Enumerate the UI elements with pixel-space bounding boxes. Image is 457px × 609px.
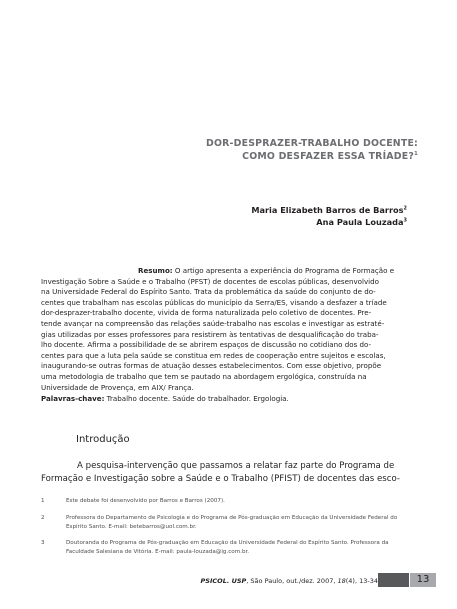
footnote-line: Espírito Santo. E-mail: betebarros@uol.com.br. <box>66 523 197 530</box>
keywords-text: Trabalho docente. Saúde do trabalhador. Ergologia. <box>104 394 289 403</box>
footnote-text <box>66 539 421 556</box>
article-title-line2 <box>242 151 418 162</box>
author-2-mark: 3 <box>403 217 407 224</box>
journal-name: PSICOL. USP <box>200 577 247 585</box>
abstract-line: dor-desprazer-trabalho docente, vivida de forma naturalizada pelo coletivo de docentes. Pre- <box>41 308 372 318</box>
footnote-number: 1 <box>41 498 45 504</box>
footnote-number: 3 <box>41 540 45 546</box>
abstract-line: centes que trabalham nas escolas públicas do município da Serra/ES, visando a desfazer a tríade <box>41 297 387 307</box>
journal-citation <box>201 577 378 585</box>
footnote-line: Este debate foi desenvolvido por Barros e Barros (2007). <box>66 498 225 504</box>
section-heading: Introdução <box>76 434 130 445</box>
title-line2-text: COMO DESFAZER ESSA TRÍADE? <box>242 151 414 163</box>
abstract-line: Universidade de Provença, em AIX/ França. <box>41 382 194 392</box>
citation-volume: 18 <box>337 577 346 585</box>
footer-bar <box>378 573 409 587</box>
body-line: Formação e Investigação sobre a Saúde e o Trabalho (PFIST) de docentes das esco- <box>41 474 400 484</box>
abstract-line: tende avançar na compreensão das relações saúde-trabalho nas escolas e investigar as estraté- <box>41 318 385 328</box>
footnote-line: Faculdade Salesiana de Vitória. E-mail: paula-louzada@ig.com.br. <box>66 548 250 555</box>
abstract-line: centes para que a luta pela saúde se constitua em redes de cooperação entre sujeitos e escolas, <box>41 350 386 360</box>
article-title-line1 <box>206 138 418 149</box>
abstract <box>41 266 411 393</box>
citation-location-date: , São Paulo, out./dez. 2007, <box>246 577 338 585</box>
footnote-text <box>66 514 421 531</box>
abstract-line: na Universidade Federal do Espírito Santo. Trata da problemática da saúde do conjunto de do- <box>41 287 376 297</box>
title-footnote-mark: 1 <box>413 151 418 157</box>
footnote-3 <box>41 539 421 556</box>
abstract-line: lho docente. Afirma a possibilidade de se abrirem espaços de discussão no cotidiano dos do- <box>41 340 372 350</box>
page-number: 13 <box>410 573 436 587</box>
body-text <box>41 460 421 486</box>
author-1-name: Maria Elizabeth Barros de Barros <box>251 205 404 215</box>
author-1 <box>251 205 407 215</box>
keywords-label: Palavras-chave: <box>41 394 105 403</box>
footnote-line: Doutoranda do Programa de Pós-graduação em Educação da Universidade Federal do Espírito Santo. Professora da <box>66 540 389 546</box>
footnote-2 <box>41 514 421 531</box>
keywords <box>41 394 289 403</box>
author-1-mark: 2 <box>403 205 407 212</box>
abstract-line: Investigação Sobre a Saúde e o Trabalho (PFST) de docentes de escolas públicas, desenvolvido <box>41 276 379 286</box>
body-line: A pesquisa-intervenção que passamos a relatar faz parte do Programa de <box>77 461 395 471</box>
author-2-name: Ana Paula Louzada <box>316 217 404 227</box>
title-line1-text: DOR-DESPRAZER-TRABALHO DOCENTE: <box>205 138 418 149</box>
abstract-line <box>41 266 411 277</box>
author-2 <box>316 217 407 227</box>
footnote-line: Professora do Departamento de Psicologia e do Programa de Pós-graduação em Educação da Universidade Federal do <box>66 515 398 521</box>
citation-issue-pages: (4), 13-34 <box>345 577 378 585</box>
abstract-line: uma metodologia de trabalho que tem se pautado na abordagem ergológica, construída na <box>41 371 367 381</box>
abstract-label: Resumo: <box>138 266 173 275</box>
footnote-number: 2 <box>41 515 45 521</box>
abstract-line: gias utilizadas por esses professores para resistirem às tentativas de desqualificação do traba- <box>41 329 379 339</box>
abstract-line: inaugurando-se outras formas de atuação desses estabelecimentos. Com esse objetivo, propõe <box>41 361 382 371</box>
footnote-text <box>66 497 421 506</box>
abstract-text: O artigo apresenta a experiência do Programa de Formação e <box>172 266 395 275</box>
footnote-1 <box>41 497 421 506</box>
